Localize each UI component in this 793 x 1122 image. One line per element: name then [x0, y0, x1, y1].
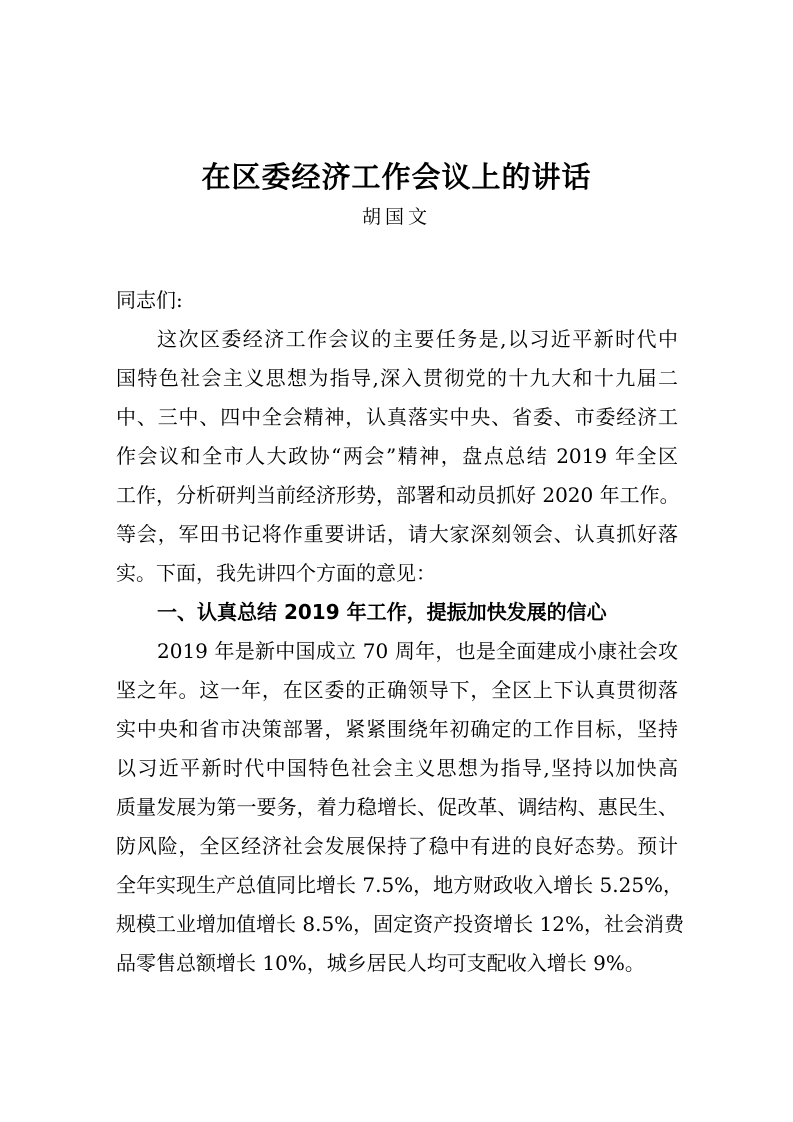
- text-line: 等会，军田书记将作重要讲话，请大家深刻领会、认真抓好落: [116, 522, 678, 546]
- text-line: 中、三中、四中全会精神，认真落实中央、省委、市委经济工: [116, 405, 678, 429]
- text-line: 这次区委经济工作会议的主要任务是,以习近平新时代中: [157, 327, 678, 351]
- paragraph-summary: [116, 632, 684, 983]
- text-line: 2019 年是新中国成立 70 周年，也是全面建成小康社会攻: [157, 639, 678, 663]
- paragraph-intro: [116, 320, 678, 593]
- text-line: 作会议和全市人大政协“两会”精神，盘点总结 2019 年全区: [116, 444, 678, 468]
- document-body: [116, 281, 684, 983]
- text-line: 品零售总额增长 10%，城乡居民人均可支配收入增长 9%。: [116, 951, 645, 975]
- text-line: 工作，分析研判当前经济形势，部署和动员抓好 2020 年工作。: [116, 483, 680, 507]
- document-author: 胡国文: [361, 206, 431, 228]
- text-line: 实。下面，我先讲四个方面的意见：: [116, 561, 436, 585]
- section-heading: 一、认真总结 2019 年工作，提振加快发展的信心: [157, 600, 607, 624]
- text-line: 防风险，全区经济社会发展保持了稳中有进的良好态势。预计: [116, 834, 678, 858]
- text-line: 实中央和省市决策部署，紧紧围绕年初确定的工作目标，坚持: [116, 717, 678, 741]
- document-title: 在区委经济工作会议上的讲话: [201, 160, 592, 194]
- text-line: 以习近平新时代中国特色社会主义思想为指导,坚持以加快高: [116, 756, 678, 780]
- text-line: 全年实现生产总值同比增长 7.5%，地方财政收入增长 5.25%，: [116, 873, 684, 897]
- text-line: 质量发展为第一要务，着力稳增长、促改革、调结构、惠民生、: [116, 795, 678, 819]
- text-line: 规模工业增加值增长 8.5%，固定资产投资增长 12%，社会消费: [116, 912, 684, 936]
- text-line: 坚之年。这一年，在区委的正确领导下，全区上下认真贯彻落: [116, 678, 678, 702]
- text-line: 国特色社会主义思想为指导,深入贯彻党的十九大和十九届二: [116, 366, 678, 390]
- salutation: 同志们:: [116, 288, 183, 312]
